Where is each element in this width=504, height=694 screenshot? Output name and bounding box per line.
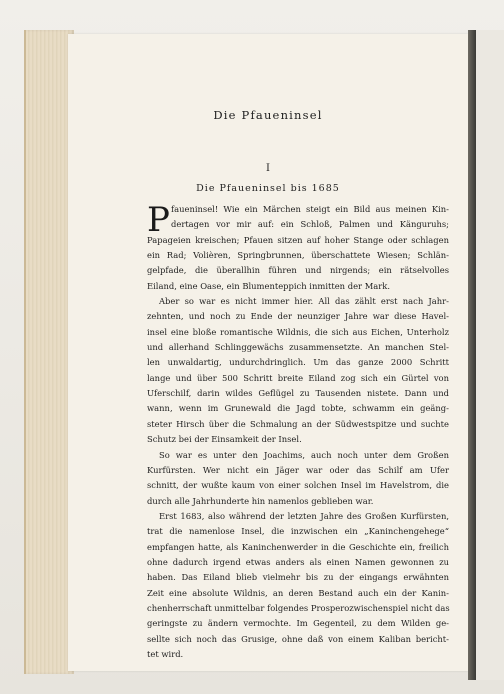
text-line: lange und über 500 Schritt breite Eiland zog sich ein Gürtel von	[147, 372, 449, 383]
text-line: wann, wenn im Grunewald die Jagd tobte, schwamm ein geäng-	[147, 403, 449, 414]
text-line: Eiland, eine Oase, ein Blumenteppich inmitten der Mark.	[147, 280, 391, 291]
text-line: Papageien kreischen; Pfauen sitzen auf hoher Stange oder schlagen	[147, 234, 449, 245]
paragraph-4	[147, 509, 449, 662]
text-line: insel eine bloße romantische Wildnis, die sich aus Eichen, Unterholz	[147, 326, 449, 337]
text-line: Aber so war es nicht immer hier. All das zählt erst nach Jahr-	[159, 296, 449, 307]
text-line: Schutz bei der Einsamkeit der Insel.	[147, 434, 302, 445]
text-line: gelpfade, die überallhin führen und nirgends; ein rätselvolles	[147, 265, 449, 276]
chapter-numeral: I	[266, 163, 270, 174]
text-line: empfangen hatte, als Kaninchenwerder in die Geschichte ein, freilich	[147, 541, 449, 552]
text-line: und allerhand Schlinggewächs zusammensetzte. An manchen Stel-	[147, 342, 449, 353]
text-line: Uferschilf, darin wildes Geflügel zu Tausenden nistete. Dann und	[147, 388, 449, 399]
text-line: ein Rad; Volièren, Springbrunnen, überschattete Wiesen; Schlän-	[147, 250, 449, 261]
text-line: zehnten, und noch zu Ende der neunziger Jahre war diese Havel-	[147, 311, 449, 322]
text-line: Kurfürsten. Wer nicht ein Jäger war oder das Schilf am Ufer	[147, 464, 449, 475]
text-line: steter Hirsch über die Schmalung an der Südwestspitze und suchte	[147, 418, 449, 429]
text-line: ohne dadurch irgend etwas anders als einen Namen gewonnen zu	[147, 556, 449, 567]
text-line: So war es unter den Joachims, auch noch unter dem Großen	[159, 449, 449, 460]
book-spine-shadow	[468, 30, 476, 680]
page-edges-left	[24, 30, 74, 674]
body-text	[147, 202, 449, 662]
paragraph-3	[147, 448, 449, 509]
text-line: Zeit eine absolute Wildnis, an deren Bestand auch ein der Kanin-	[147, 587, 449, 598]
text-line: schnitt, der wußte kaum von einer solchen Insel im Havelstrom, die	[147, 480, 449, 491]
text-line: dertagen vor mir auf: ein Schloß, Palmen und Känguruhs;	[171, 219, 449, 230]
chapter-title: Die Pfaueninsel bis 1685	[196, 183, 340, 194]
text-line: haben. Das Eiland blieb vielmehr bis zu der eingangs erwähnten	[147, 572, 449, 583]
text-line: faueninsel! Wie ein Märchen steigt ein Bild aus meinen Kin-	[171, 204, 449, 214]
text-line: durch alle Jahrhunderte hin namenlos geblieben war.	[147, 495, 374, 506]
right-background	[476, 30, 504, 680]
text-line: tet wird.	[147, 648, 184, 659]
text-line: geringste zu ändern vermochte. Im Gegenteil, zu dem Wilden ge-	[147, 618, 449, 629]
text-line: len unwaldartig, undurchdringlich. Um das ganze 2000 Schritt	[147, 357, 449, 368]
text-line: sellte sich noch das Grusige, ohne daß von einem Kaliban bericht-	[147, 633, 449, 644]
page-title: Die Pfaueninsel	[213, 108, 323, 122]
text-line: Erst 1683, also während der letzten Jahre des Großen Kurfürsten,	[159, 510, 449, 521]
paragraph-2	[147, 294, 449, 447]
text-line: chenherrschaft unmittelbar folgendes Prosperozwischenspiel nicht das	[147, 602, 450, 613]
drop-cap-initial: P	[147, 200, 170, 240]
paragraph-1	[147, 202, 449, 294]
text-line: trat die namenlose Insel, die inzwischen ein „Kaninchengehege“	[147, 526, 449, 537]
